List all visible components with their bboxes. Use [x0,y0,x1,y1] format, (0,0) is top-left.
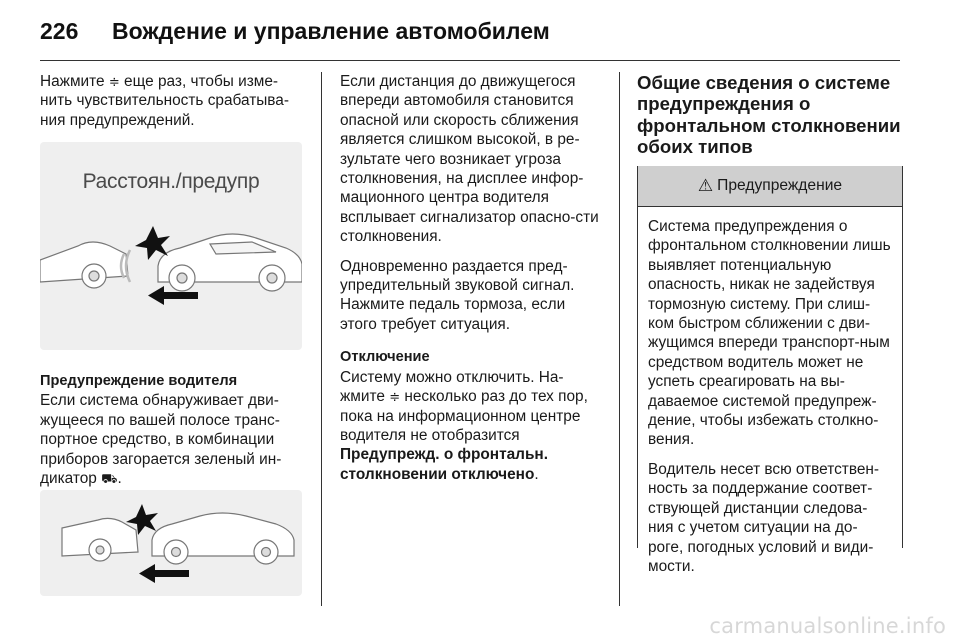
watermark: carmanualsonline.info [709,614,946,638]
figure-distance-warning [40,142,302,350]
front-car-icon [158,234,302,291]
page-number: 226 [40,18,79,44]
warning-label: Предупреждение [717,177,843,194]
figure-collision-indicator [40,490,302,596]
disable-paragraph: Систему можно отключить. На-жмите ≑ несколько раз до тех пор, пока на информационном центре водителя не отобразится Предупрежд. о фронтальн. столкновении отключено. [340,368,588,483]
column-2 [340,72,602,484]
column-3 [637,72,901,164]
section-heading: Общие сведения о системе предупреждения о фронтальном столкновении обоих типов [637,72,901,158]
disable-heading: Отключение [340,349,430,366]
header-divider [40,60,900,61]
disabled-message: Предупрежд. о фронтальн. столкновении отключено [340,446,548,483]
direction-arrow-icon [139,564,189,583]
brake-paragraph: Одновременно раздается пред-упредительный звуковой сигнал. Нажмите педаль тормоза, если этого требует ситуация. [340,257,575,333]
direction-arrow-icon [148,286,198,305]
rear-car-icon [62,518,138,561]
column-divider-2 [619,72,620,606]
intro-paragraph: Нажмите ≑ еще раз, чтобы изме-нить чувствительность срабатыва-ния предупреждений. [40,73,289,129]
warning-box [637,166,903,575]
column-divider-1 [321,72,322,606]
warning-triangle-icon: ⚠ [697,176,714,195]
settings-icon: ≑ [389,389,401,405]
car-indicator-illustration [40,490,302,596]
rear-car-icon [40,242,128,288]
driver-warning-section [40,372,310,488]
column-1 [40,72,305,140]
collision-alert-paragraph: Если дистанция до движущегося впереди автомобиля становится опасной или скорость сближения является слишком высокой, в ре-зультате чего возникает угроза столкновения, на дисплее инфор-мационного центра водителя всплывает сигнализатор опасно-сти столкновения. [340,73,599,246]
car-indicator-icon: ⛟ [101,471,118,487]
front-car-icon [152,513,294,564]
driver-warning-heading: Предупреждение водителя [40,373,238,389]
settings-icon: ≑ [108,74,120,89]
warning-body [638,207,902,576]
driver-warning-paragraph: Если система обнаруживает дви-жущееся по вашей полосе транс-портное средство, в комбинации приборов загорается зеленый ин-дикатор ⛟. [40,392,282,488]
page-title: Вождение и управление автомобилем [112,18,550,44]
warning-paragraph-2: Водитель несет всю ответствен-ность за поддержание соответ-ствующей дистанции следова-ния с учетом ситуации на до-роге, погодных условий и види-мости. [648,460,880,575]
figure-display-text: Расстоян./предупр [82,170,260,193]
warning-header [638,166,902,206]
warning-paragraph-1: Система предупреждения о фронтальном столкновении лишь выявляет потенциальную опасность, никак не задействуя тормозную систему. При слиш-ком быстром сближении с дви-жущимся впереди транспорт-ным средством водитель может не успеть среагировать на вы-даваемое системой предупреж-дение, чтобы избежать столкно-вения. [648,218,891,449]
page-header [40,14,900,64]
